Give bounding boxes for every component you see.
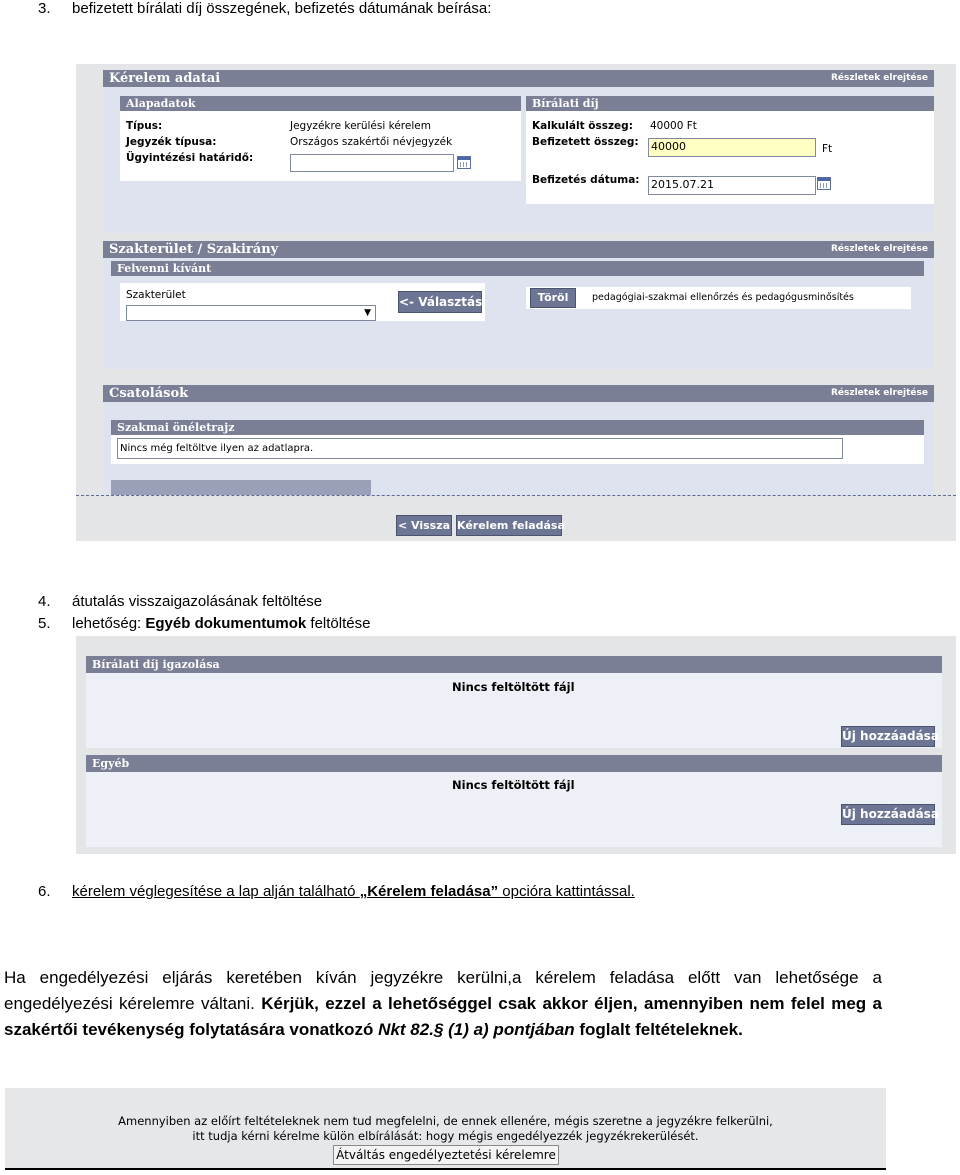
section-header: [526, 96, 934, 111]
panel-header: [103, 241, 934, 258]
section-header: [111, 261, 924, 276]
section-title: Bírálati díj: [532, 97, 599, 110]
hide-details-link[interactable]: Részletek elrejtése: [830, 73, 928, 83]
section-alapadatok: [120, 96, 521, 181]
hatarido-input[interactable]: [290, 154, 454, 172]
step-5: [38, 615, 370, 633]
section-title: Alapadatok: [126, 97, 196, 110]
selected-szakterulet-area: [526, 287, 911, 309]
step-number: 5.: [38, 615, 51, 632]
calendar-icon[interactable]: [457, 156, 471, 169]
step-text: lehetőség:: [72, 615, 146, 632]
step-text-bold: „Kérelem feladása”: [359, 883, 499, 900]
paragraph-bold-italic: Nkt 82.§ (1) a) pontjában: [378, 1020, 575, 1039]
hide-details-link[interactable]: Részletek elrejtése: [830, 244, 928, 254]
section-title: Szakmai önéletrajz: [117, 421, 235, 434]
kalkulalt-value: 40000 Ft: [650, 120, 697, 132]
panel-egyeb: [86, 755, 942, 847]
switch-info-line-1: Amennyiben az előírt feltételeknek nem tud megfelelni, de ennek ellenére, mégis szeretne a jegyzékre felkerülni,: [118, 1114, 773, 1128]
hide-details-link[interactable]: Részletek elrejtése: [830, 388, 928, 398]
step-text: feltöltése: [306, 615, 371, 632]
step-text-bold: Egyéb dokumentumok: [145, 615, 307, 632]
paragraph-bold: Kérjük, ezzel a lehetőséggel csak akkor éljen, amennyiben nem felel meg a szakértői tevékenység folytatására vonatkozó: [4, 994, 883, 1039]
section-header: [111, 420, 924, 435]
add-new-button[interactable]: Új hozzáadása: [841, 804, 935, 825]
back-button[interactable]: < Vissza: [396, 515, 452, 536]
step-number: 3.: [38, 0, 51, 17]
no-file-text: Nincs feltöltött fájl: [452, 680, 575, 694]
tipus-value: Jegyzékre kerülési kérelem: [290, 120, 431, 132]
panel-title: Szakterület / Szakirány: [109, 242, 279, 257]
step-number: 4.: [38, 593, 51, 610]
section-biralati-dij: [526, 96, 934, 204]
step-6: [38, 883, 635, 901]
section-felvenni: [111, 261, 924, 283]
switch-request-button[interactable]: Átváltás engedélyeztetési kérelemre: [333, 1145, 559, 1165]
switch-info-line-2: itt tudja kérni kérelme külön elbírálását: hogy mégis engedélyezzék jegyzékrekerülését.: [192, 1129, 699, 1143]
chevron-down-icon: ▼: [364, 308, 371, 318]
datum-label: Befizetés dátuma:: [532, 174, 640, 186]
datum-input[interactable]: 2015.07.21: [648, 176, 816, 195]
panel-header: [103, 70, 934, 87]
uploads-screenshot: [76, 636, 956, 854]
submit-button[interactable]: Kérelem feladása: [456, 515, 562, 536]
selected-szakterulet: pedagógiai-szakmai ellenőrzés és pedagógusminősítés: [592, 292, 854, 303]
step-3: [38, 0, 491, 18]
panel-header: [103, 385, 934, 402]
panel-header: [86, 755, 942, 772]
panel-kerelem-adatai: [103, 70, 934, 233]
szakterulet-select[interactable]: [126, 305, 376, 321]
add-new-button[interactable]: Új hozzáadása: [841, 726, 935, 747]
step-number: 6.: [38, 883, 51, 900]
onelatrajz-empty: Nincs még feltöltve ilyen az adatlapra.: [117, 438, 843, 459]
no-file-text: Nincs feltöltött fájl: [452, 778, 575, 792]
step-4: [38, 593, 322, 611]
switch-screenshot: [5, 1088, 886, 1168]
step-text: kérelem véglegesítése a lap alján található: [72, 883, 360, 900]
jegyzek-tipus-label: Jegyzék típusa:: [126, 136, 217, 148]
panel-title: Csatolások: [109, 386, 189, 401]
delete-button[interactable]: Töröl: [530, 288, 576, 308]
panel-title: Egyéb: [92, 757, 130, 770]
calendar-icon[interactable]: [817, 177, 831, 190]
truncated-section-header: [111, 480, 371, 495]
fold-line: [76, 495, 956, 496]
hatarido-label: Ügyintézési határidő:: [126, 152, 254, 164]
paragraph-intro: Ha engedélyezési eljárás keretében kíván jegyzékre kerülni,a kérelem feladása előtt van lehetősége a engedélyezési kérelemre váltani.: [4, 968, 882, 1013]
jegyzek-tipus-value: Országos szakértői névjegyzék: [290, 136, 453, 148]
section-title: Felvenni kívánt: [117, 262, 212, 275]
kalkulalt-label: Kalkulált összeg:: [532, 120, 633, 132]
step-text: opcióra kattintással.: [498, 883, 635, 900]
paragraph-bold: foglalt feltételeknek.: [574, 1020, 743, 1039]
panel-header: [86, 656, 942, 673]
szakterulet-select-area: [120, 283, 485, 321]
currency-unit: Ft: [822, 143, 833, 155]
befizetett-label: Befizetett összeg:: [532, 136, 639, 148]
section-onelatrajz: [111, 420, 924, 464]
engedelyezes-paragraph: [4, 965, 882, 1043]
choose-button[interactable]: <- Választás: [398, 291, 482, 313]
step-text: átutalás visszaigazolásának feltöltése: [72, 593, 323, 610]
step-text: befizetett bírálati díj összegének, befizetés dátumának beírása:: [72, 0, 492, 17]
panel-szakterulet: [103, 241, 934, 369]
bottom-rule: [5, 1168, 886, 1170]
szakterulet-label: Szakterület: [126, 289, 186, 301]
befizetett-input[interactable]: 40000: [648, 138, 816, 157]
panel-title: Bírálati díj igazolása: [92, 658, 220, 671]
panel-biralati-igazolas: [86, 656, 942, 748]
form-screenshot: [76, 64, 956, 541]
tipus-label: Típus:: [126, 120, 163, 132]
panel-title: Kérelem adatai: [109, 71, 221, 86]
panel-csatolasok: [103, 385, 934, 495]
section-header: [120, 96, 521, 111]
